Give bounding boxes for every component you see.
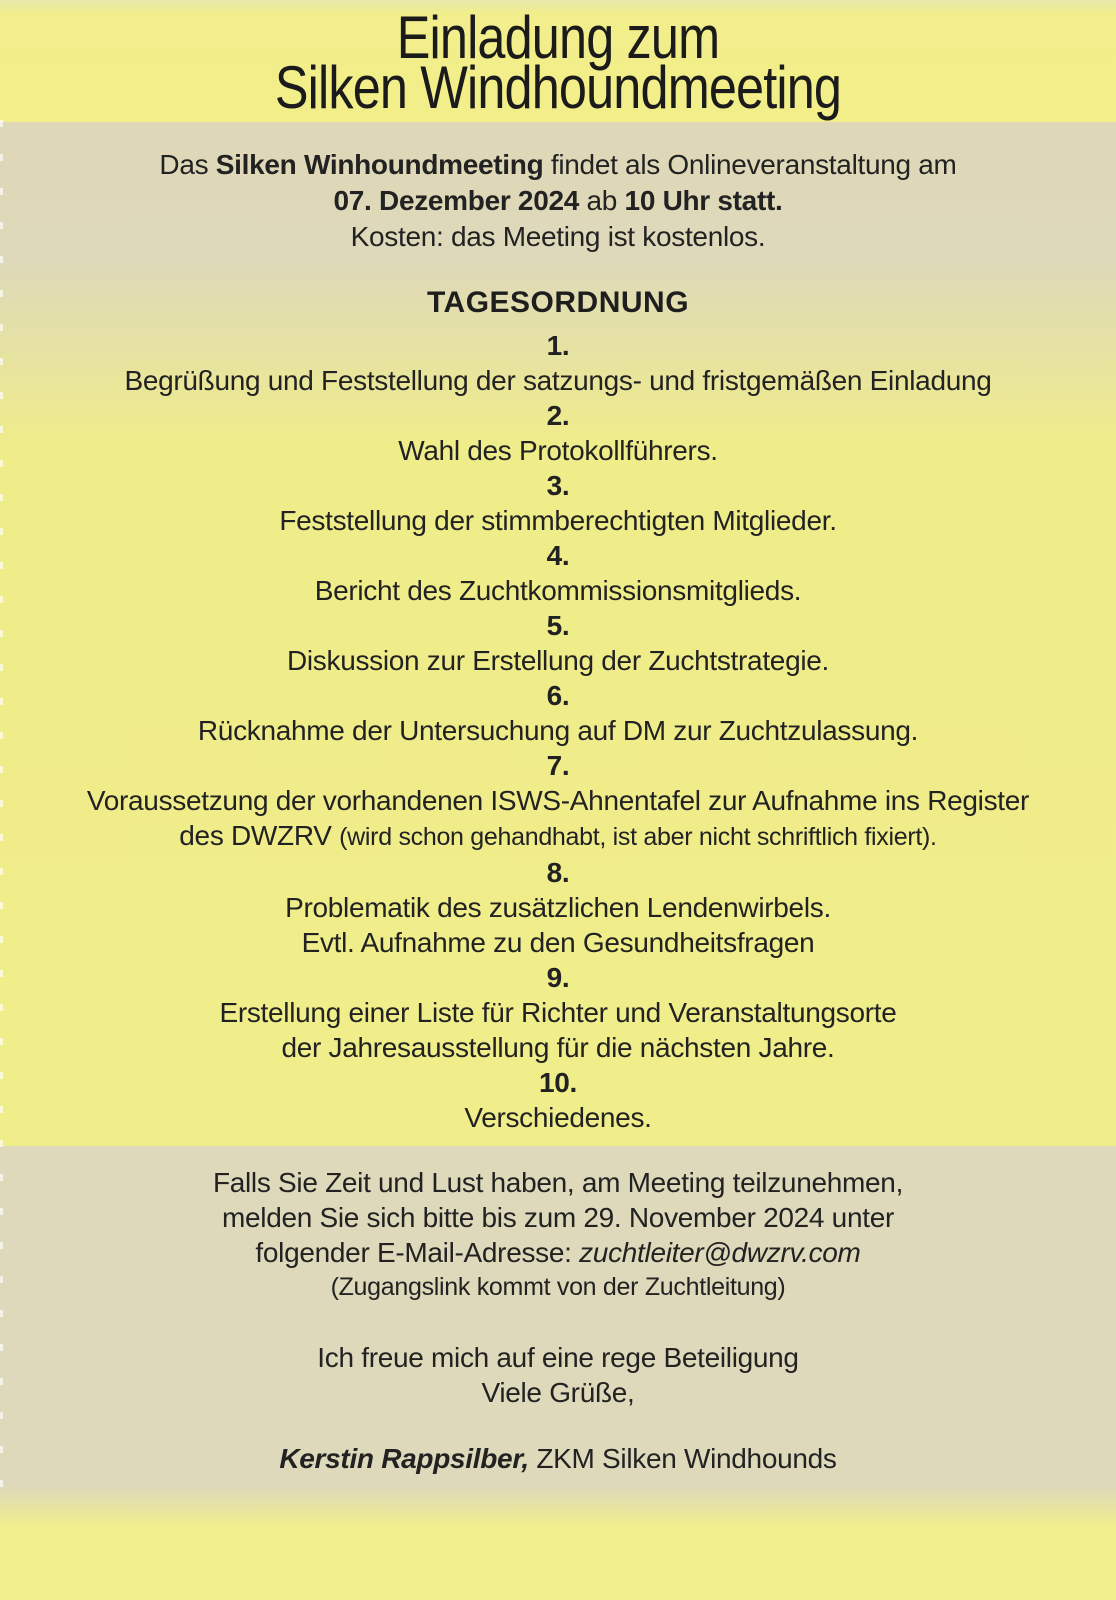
rsvp-paragraph [0, 1165, 1116, 1305]
agenda-line-text: Bericht des Zuchtkommissionsmitglieds. [314, 575, 802, 606]
meeting-date: 07. Dezember 2024 [333, 185, 580, 216]
signature-line [0, 1441, 1116, 1476]
rsvp-line-3 [0, 1235, 1116, 1270]
agenda-line [0, 608, 1116, 643]
title-line-1: Einladung zum [396, 4, 720, 71]
agenda-line-text: 8. [546, 857, 570, 888]
rsvp-text: folgender E-Mail-Adresse: [255, 1237, 580, 1268]
intro-text: ab [579, 185, 625, 216]
signature-role: ZKM Silken Windhounds [528, 1443, 837, 1474]
intro-paragraph [0, 147, 1116, 255]
agenda-line [0, 713, 1116, 748]
rsvp-line-1: Falls Sie Zeit und Lust haben, am Meeting teilzunehmen, [212, 1167, 904, 1198]
agenda-line-text: der Jahresausstellung für die nächsten Jahre. [281, 1032, 835, 1063]
agenda-line-text: Problematik des zusätzlichen Lendenwirbels. [285, 892, 831, 923]
agenda-line [0, 890, 1116, 925]
agenda-line-text: des DWZRV [179, 820, 340, 851]
agenda-line [0, 855, 1116, 890]
agenda-line-text: Begrüßung und Feststellung der satzungs- und fristgemäßen Einladung [124, 365, 992, 396]
agenda-line [0, 468, 1116, 503]
agenda-line-text: 4. [546, 540, 570, 571]
agenda-line-text: 1. [546, 330, 570, 361]
agenda-line [0, 783, 1116, 818]
intro-text: Das [159, 149, 216, 180]
agenda-line [0, 995, 1116, 1030]
agenda-line [0, 363, 1116, 398]
page-title [89, 4, 1026, 121]
agenda-line [0, 573, 1116, 608]
agenda-line [0, 960, 1116, 995]
rsvp-line-4: (Zugangslink kommt von der Zuchtleitung) [330, 1273, 786, 1301]
agenda-line-text: Wahl des Protokollführers. [398, 435, 718, 466]
agenda-line-text: Feststellung der stimmberechtigten Mitglieder. [279, 505, 837, 536]
closing-line-2: Viele Grüße, [481, 1377, 635, 1408]
closing-line-1: Ich freue mich auf eine rege Beteiligung [317, 1342, 799, 1373]
agenda-line-text: Rücknahme der Untersuchung auf DM zur Zuchtzulassung. [197, 715, 919, 746]
agenda-line [0, 1100, 1116, 1135]
agenda-line-text: 5. [546, 610, 570, 641]
signature [0, 1441, 1116, 1476]
agenda-line [0, 748, 1116, 783]
agenda-line-text: 6. [546, 680, 570, 711]
agenda-list [0, 328, 1116, 1135]
agenda-line [0, 538, 1116, 573]
agenda-line [0, 1065, 1116, 1100]
rsvp-line-2: melden Sie sich bitte bis zum 29. November 2024 unter [221, 1202, 894, 1233]
agenda-heading: TAGESORDNUNG [426, 286, 690, 319]
agenda-line-text: 2. [546, 400, 570, 431]
meeting-name: Silken Winhoundmeeting [215, 149, 544, 180]
agenda-line [0, 818, 1116, 855]
meeting-time: 10 Uhr statt. [624, 185, 783, 216]
intro-text: findet als Onlineveranstaltung am [543, 149, 957, 180]
intro-line-3: Kosten: das Meeting ist kostenlos. [350, 221, 766, 252]
agenda-line [0, 678, 1116, 713]
agenda-line [0, 1030, 1116, 1065]
agenda-line-text: Evtl. Aufnahme zu den Gesundheitsfragen [301, 927, 815, 958]
agenda-line-text: 10. [538, 1067, 578, 1098]
agenda-line [0, 643, 1116, 678]
agenda-line [0, 433, 1116, 468]
closing-paragraph [0, 1340, 1116, 1410]
agenda-line-text: 9. [546, 962, 570, 993]
email-address: zuchtleiter@dwzrv.com [579, 1237, 861, 1268]
agenda-line [0, 398, 1116, 433]
agenda-line-text: 7. [546, 750, 570, 781]
agenda-line-text: Verschiedenes. [464, 1102, 652, 1133]
intro-line-2 [0, 183, 1116, 219]
signature-name: Kerstin Rappsilber, [279, 1443, 529, 1474]
intro-line-1 [0, 147, 1116, 183]
agenda-line-text: Diskussion zur Erstellung der Zuchtstrategie. [286, 645, 830, 676]
title-line-2: Silken Windhoundmeeting [274, 54, 842, 121]
agenda-line-text: Voraussetzung der vorhandenen ISWS-Ahnentafel zur Aufnahme ins Register [86, 785, 1030, 816]
agenda-line-text: Erstellung einer Liste für Richter und Veranstaltungsorte [219, 997, 897, 1028]
agenda-line [0, 328, 1116, 363]
agenda-line-note: (wird schon gehandhabt, ist aber nicht schriftlich fixiert). [339, 823, 937, 851]
agenda-line [0, 503, 1116, 538]
agenda-line [0, 925, 1116, 960]
agenda-line-text: 3. [546, 470, 570, 501]
